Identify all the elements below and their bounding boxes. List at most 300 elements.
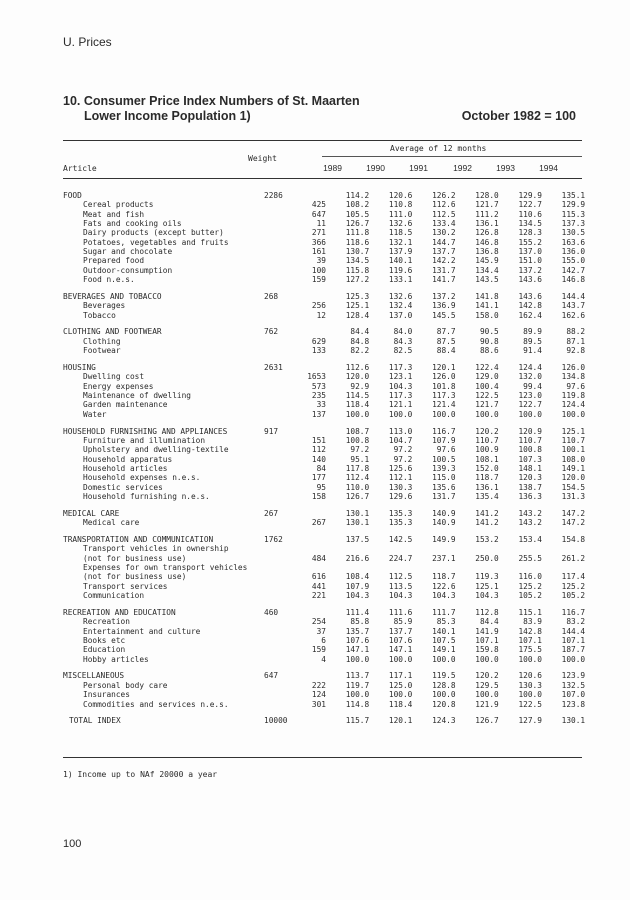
- value-cell-1989: 85.8: [350, 617, 370, 627]
- value-cell-1989: 134.5: [345, 256, 370, 266]
- value-cell-1994: 146.8: [561, 275, 586, 285]
- weight-cell: 460: [264, 607, 279, 617]
- weight-cell: 112: [311, 445, 326, 455]
- value-cell-1991: 137.7: [432, 247, 456, 257]
- value-cell-1992: 108.1: [475, 454, 499, 464]
- group-row: [63, 327, 585, 336]
- group-row: [63, 292, 585, 301]
- value-cell-1989: 92.9: [350, 381, 370, 391]
- value-cell-1992: 159.8: [475, 645, 499, 655]
- table-row: [63, 400, 585, 409]
- value-cell-1994: 136.0: [561, 247, 586, 257]
- value-cell-1989: 111.8: [345, 228, 370, 238]
- value-cell-1990: 140.1: [388, 256, 413, 266]
- weight-cell: 11: [316, 219, 326, 229]
- value-cell-1994: 129.9: [561, 200, 586, 210]
- weight-cell: 441: [311, 581, 326, 591]
- weight-cell: 161: [311, 247, 326, 257]
- weight-cell: 84: [316, 463, 326, 473]
- value-cell-1990: [369, 563, 412, 572]
- header-bottom-rule: [63, 178, 582, 179]
- value-cell-1990: 113.5: [388, 581, 413, 591]
- weight-cell: 629: [311, 336, 326, 346]
- value-cell-1992: 129.5: [475, 680, 499, 690]
- table-row: [63, 228, 585, 237]
- value-cell-1993: 137.2: [518, 265, 542, 275]
- footnote: 1) Income up to NAf 20000 a year: [63, 770, 218, 779]
- weight-cell: 12: [316, 310, 326, 320]
- value-cell-1991: 116.7: [432, 426, 456, 436]
- value-cell-1989: 137.5: [345, 535, 370, 544]
- value-cell-1989: 126.7: [345, 219, 370, 229]
- value-cell-1989: 118.6: [345, 237, 370, 247]
- article-cell: Meat and fish: [83, 209, 145, 219]
- article-cell: Commodities and services n.e.s.: [83, 699, 229, 709]
- value-cell-1989: 95.1: [350, 454, 370, 464]
- value-cell-1993: 122.5: [518, 699, 542, 709]
- article-cell: Food n.e.s.: [83, 275, 135, 285]
- value-cell-1992: 145.9: [475, 256, 499, 266]
- value-cell-1991: 131.7: [432, 491, 456, 501]
- value-cell-1993: 148.1: [518, 463, 542, 473]
- value-cell-1993: 110.7: [518, 435, 542, 445]
- article-cell: Household apparatus: [83, 454, 173, 464]
- value-cell-1993: 107.3: [518, 454, 542, 464]
- value-cell-1990: 135.3: [388, 508, 413, 518]
- row-spacer: [63, 356, 585, 364]
- table-row: [63, 391, 585, 400]
- value-cell-1992: 104.3: [475, 591, 499, 601]
- article-cell: Water: [83, 409, 107, 419]
- value-cell-1993: 107.1: [518, 635, 542, 645]
- table-row: [63, 238, 585, 247]
- group-row: [63, 363, 585, 372]
- value-cell-1992: 136.1: [475, 482, 499, 492]
- article-cell: CLOTHING AND FOOTWEAR: [63, 327, 162, 337]
- value-cell-1994: 131.3: [561, 491, 586, 501]
- value-cell-1990: 118.4: [388, 699, 413, 709]
- article-cell: BEVERAGES AND TOBACCO: [63, 291, 162, 301]
- table-row: [63, 544, 585, 553]
- weight-cell: 39: [316, 256, 326, 266]
- value-cell-1991: 87.5: [436, 336, 456, 346]
- value-cell-1989: 120.0: [345, 372, 370, 382]
- page-number: 100: [63, 838, 82, 850]
- weight-cell: 254: [311, 617, 326, 627]
- article-cell: Prepared food: [83, 256, 145, 266]
- weight-cell: 151: [311, 435, 326, 445]
- value-cell-1991: [412, 563, 455, 572]
- value-cell-1990: 130.3: [388, 482, 413, 492]
- value-cell-1994: 149.1: [561, 463, 586, 473]
- table-row: [63, 518, 585, 527]
- article-cell: MEDICAL CARE: [63, 508, 120, 518]
- value-cell-1989: 114.8: [345, 699, 370, 709]
- value-cell-1992: 121.7: [475, 400, 499, 410]
- value-cell-1993: 89.9: [523, 327, 542, 337]
- value-cell-1993: 137.0: [518, 247, 542, 257]
- table-row: [63, 301, 585, 310]
- article-cell: Footwear: [83, 346, 121, 356]
- table-row: [63, 210, 585, 219]
- value-cell-1989: 108.4: [345, 572, 370, 582]
- value-cell-1991: 126.2: [432, 191, 456, 200]
- value-cell-1993: 120.6: [518, 671, 542, 681]
- value-cell-1991: 142.2: [432, 256, 456, 266]
- value-cell-1993: 110.6: [518, 209, 542, 219]
- value-cell-1991: 100.0: [432, 654, 456, 664]
- value-cell-1990: 142.5: [388, 535, 413, 544]
- value-cell-1989: 82.2: [350, 346, 370, 356]
- value-cell-1992: 141.1: [475, 301, 499, 311]
- value-cell-1991: 139.3: [432, 463, 456, 473]
- article-cell: Garden maintenance: [83, 400, 168, 410]
- article-cell: Sugar and chocolate: [83, 247, 173, 257]
- table-row: [63, 219, 585, 228]
- value-cell-1990: 100.0: [388, 690, 413, 700]
- value-cell-1992: 136.1: [475, 219, 499, 229]
- value-cell-1993: 136.3: [518, 491, 542, 501]
- value-cell-1992: 141.2: [475, 518, 499, 528]
- article-cell: Communication: [83, 591, 145, 601]
- table-row: [63, 382, 585, 391]
- value-cell-1994: [542, 563, 585, 572]
- article-cell: Household expenses n.e.s.: [83, 473, 201, 483]
- value-cell-1990: 117.3: [388, 391, 413, 401]
- value-cell-1993: 143.2: [518, 518, 542, 528]
- weight-cell: [264, 544, 326, 553]
- value-cell-1990: 137.0: [388, 310, 413, 320]
- value-cell-1994: 123.9: [561, 671, 586, 681]
- value-cell-1989: 130.7: [345, 247, 370, 257]
- value-cell-1990: 132.1: [388, 237, 413, 247]
- value-cell-1990: 100.0: [388, 409, 413, 419]
- weight-cell: 762: [264, 327, 279, 337]
- value-cell-1994: 87.1: [566, 336, 586, 346]
- article-cell: Upholstery and dwelling-textile: [83, 445, 229, 455]
- value-cell-1990: 97.2: [393, 454, 413, 464]
- row-spacer: [63, 664, 585, 672]
- value-cell-1993: 142.8: [518, 626, 542, 636]
- value-cell-1990: 120.1: [388, 716, 413, 726]
- value-cell-1992: 122.5: [475, 391, 499, 401]
- article-cell: Dwelling cost: [83, 372, 145, 382]
- table-row: [63, 275, 585, 284]
- value-cell-1994: 117.4: [561, 572, 586, 582]
- value-cell-1991: 115.0: [432, 473, 456, 483]
- value-cell-1993: 105.2: [518, 591, 542, 601]
- value-cell-1991: 112.6: [432, 200, 456, 210]
- year-header-1992: 1992: [453, 163, 472, 173]
- table-row: [63, 311, 585, 320]
- value-cell-1991: 100.5: [432, 454, 456, 464]
- weight-cell: 425: [311, 200, 326, 210]
- weight-cell: 124: [311, 690, 326, 700]
- value-cell-1992: 126.8: [475, 228, 499, 238]
- value-cell-1989: 125.1: [345, 301, 370, 311]
- value-cell-1994: 187.7: [561, 645, 586, 655]
- value-cell-1990: 111.6: [388, 607, 413, 617]
- value-cell-1994: 83.2: [566, 617, 586, 627]
- table-row: [63, 372, 585, 381]
- value-cell-1991: 97.6: [436, 445, 456, 455]
- value-cell-1989: 84.8: [350, 336, 370, 346]
- value-cell-1989: 127.2: [345, 275, 370, 285]
- value-cell-1991: 131.7: [432, 265, 456, 275]
- value-cell-1992: 100.0: [475, 690, 499, 700]
- value-cell-1994: 100.0: [561, 409, 586, 419]
- value-cell-1989: 135.7: [345, 626, 370, 636]
- value-cell-1991: 117.3: [432, 391, 456, 401]
- table-top-rule: [63, 140, 582, 141]
- value-cell-1990: 85.9: [393, 617, 413, 627]
- row-spacer: [63, 528, 585, 536]
- value-cell-1990: 129.6: [388, 491, 413, 501]
- weight-cell: 616: [311, 572, 326, 582]
- value-cell-1990: [369, 544, 412, 553]
- article-cell: Fats and cooking oils: [83, 219, 182, 229]
- value-cell-1992: 152.0: [475, 463, 499, 473]
- article-cell: Clothing: [83, 336, 121, 346]
- value-cell-1992: 128.0: [475, 191, 499, 200]
- weight-cell: 137: [311, 409, 326, 419]
- value-cell-1991: 87.7: [436, 327, 456, 337]
- table-row: [63, 645, 585, 654]
- table-row: [63, 563, 585, 572]
- value-cell-1989: 130.1: [345, 508, 370, 518]
- weight-cell: 301: [311, 699, 326, 709]
- table-row: [63, 247, 585, 256]
- value-cell-1992: 84.4: [479, 617, 499, 627]
- value-cell-1992: 110.7: [475, 435, 499, 445]
- value-cell-1993: 122.7: [518, 400, 542, 410]
- table-row: [63, 464, 585, 473]
- value-cell-1989: 114.2: [345, 191, 370, 200]
- value-cell-1991: 104.3: [432, 591, 456, 601]
- table-bottom-rule: [63, 757, 582, 758]
- value-cell-1994: 126.0: [561, 363, 586, 372]
- value-cell-1991: 120.1: [432, 363, 456, 372]
- article-cell: Medical care: [83, 518, 140, 528]
- value-cell-1992: [456, 563, 499, 572]
- value-cell-1992: 90.5: [479, 327, 499, 337]
- value-cell-1990: 84.3: [393, 336, 413, 346]
- value-cell-1989: 111.4: [345, 607, 370, 617]
- value-cell-1994: 97.6: [566, 381, 586, 391]
- value-cell-1991: 149.1: [432, 645, 456, 655]
- value-cell-1994: 261.2: [561, 553, 586, 563]
- value-cell-1990: 82.5: [393, 346, 413, 356]
- value-cell-1992: [456, 544, 499, 553]
- value-cell-1990: 107.6: [388, 635, 413, 645]
- value-cell-1994: 123.8: [561, 699, 586, 709]
- value-cell-1990: 147.1: [388, 645, 413, 655]
- value-cell-1994: 119.8: [561, 391, 586, 401]
- value-cell-1989: 84.4: [350, 327, 370, 337]
- table-row: [63, 445, 585, 454]
- weight-cell: 222: [311, 680, 326, 690]
- value-cell-1991: 140.9: [432, 508, 456, 518]
- weight-cell: 140: [311, 454, 326, 464]
- value-cell-1991: 135.6: [432, 482, 456, 492]
- value-cell-1992: 141.9: [475, 626, 499, 636]
- weight-cell: 267: [264, 508, 279, 518]
- weight-cell: 484: [311, 553, 326, 563]
- value-cell-1990: 224.7: [388, 553, 413, 563]
- value-cell-1993: 120.9: [518, 426, 542, 436]
- value-cell-1991: 130.2: [432, 228, 456, 238]
- value-cell-1993: 130.3: [518, 680, 542, 690]
- group-row: [63, 427, 585, 436]
- weight-cell: 1653: [307, 372, 326, 382]
- value-cell-1994: 147.2: [561, 508, 586, 518]
- weight-cell: 917: [264, 426, 279, 436]
- value-cell-1994: 155.0: [561, 256, 586, 266]
- value-cell-1989: 112.4: [345, 473, 370, 483]
- article-cell: Cereal products: [83, 200, 154, 210]
- weight-cell: 268: [264, 291, 279, 301]
- value-cell-1990: 117.3: [388, 363, 413, 372]
- article-cell: Energy expenses: [83, 381, 154, 391]
- value-cell-1991: [412, 544, 455, 553]
- group-row: [63, 509, 585, 518]
- value-cell-1992: 250.0: [475, 553, 499, 563]
- value-cell-1993: 155.2: [518, 237, 542, 247]
- article-cell: Household articles: [83, 463, 168, 473]
- weight-cell: 573: [311, 381, 326, 391]
- value-cell-1993: 115.1: [518, 607, 542, 617]
- value-cell-1994: 125.2: [561, 581, 586, 591]
- value-cell-1994: 130.1: [561, 716, 586, 726]
- value-cell-1994: 130.5: [561, 228, 586, 238]
- weight-cell: 100: [311, 265, 326, 275]
- value-cell-1991: 119.5: [432, 671, 456, 681]
- value-cell-1991: 100.0: [432, 690, 456, 700]
- value-cell-1993: 175.5: [518, 645, 542, 655]
- article-cell: Domestic services: [83, 482, 163, 492]
- value-cell-1990: 135.3: [388, 518, 413, 528]
- value-cell-1994: 137.3: [561, 219, 586, 229]
- weight-cell: 4: [321, 654, 326, 664]
- value-cell-1990: 119.6: [388, 265, 413, 275]
- value-cell-1990: 113.0: [388, 426, 413, 436]
- table-row: [63, 337, 585, 346]
- value-cell-1991: 128.8: [432, 680, 456, 690]
- value-cell-1990: 112.5: [388, 572, 413, 582]
- value-cell-1993: 127.9: [518, 716, 542, 726]
- value-cell-1991: 101.8: [432, 381, 456, 391]
- value-cell-1989: 130.1: [345, 518, 370, 528]
- value-cell-1994: 100.1: [561, 445, 586, 455]
- value-cell-1994: [542, 544, 585, 553]
- weight-cell: 221: [311, 591, 326, 601]
- value-cell-1993: 124.4: [518, 363, 542, 372]
- value-cell-1992: 112.8: [475, 607, 499, 617]
- article-cell: FOOD: [63, 191, 82, 200]
- table-row: [63, 617, 585, 626]
- value-cell-1989: 107.6: [345, 635, 370, 645]
- row-spacer: [63, 600, 585, 608]
- year-header-1991: 1991: [409, 163, 428, 173]
- value-cell-1991: 100.0: [432, 409, 456, 419]
- value-cell-1991: 149.9: [432, 535, 456, 544]
- value-cell-1992: 129.0: [475, 372, 499, 382]
- table-row: [63, 690, 585, 699]
- value-cell-1993: 138.7: [518, 482, 542, 492]
- article-cell: Entertainment and culture: [83, 626, 201, 636]
- value-cell-1993: 123.0: [518, 391, 542, 401]
- value-cell-1994: 163.6: [561, 237, 586, 247]
- value-cell-1994: 107.0: [561, 690, 586, 700]
- year-header-1993: 1993: [496, 163, 515, 173]
- value-cell-1992: 107.1: [475, 635, 499, 645]
- article-cell: Outdoor-consumption: [83, 265, 173, 275]
- table-row: [63, 455, 585, 464]
- article-cell: Insurances: [83, 690, 130, 700]
- value-cell-1991: 126.0: [432, 372, 456, 382]
- value-cell-1990: 132.6: [388, 219, 413, 229]
- value-cell-1994: 108.0: [561, 454, 586, 464]
- value-cell-1993: 162.4: [518, 310, 542, 320]
- weight-cell: 256: [311, 301, 326, 311]
- value-cell-1989: 117.8: [345, 463, 370, 473]
- value-cell-1993: 143.6: [518, 291, 542, 301]
- article-cell: MISCELLANEOUS: [63, 671, 125, 681]
- table-row: [63, 346, 585, 355]
- article-cell: Transport services: [83, 581, 168, 591]
- value-cell-1992: 141.2: [475, 508, 499, 518]
- value-cell-1994: 115.3: [561, 209, 586, 219]
- article-cell: Recreation: [83, 617, 130, 627]
- value-cell-1994: 105.2: [561, 591, 586, 601]
- value-cell-1990: 117.1: [388, 671, 413, 681]
- value-cell-1994: 88.2: [566, 327, 586, 337]
- weight-cell: 267: [311, 518, 326, 528]
- weight-cell: 271: [311, 228, 326, 238]
- year-header-1994: 1994: [539, 163, 558, 173]
- article-cell: Furniture and illumination: [83, 435, 206, 445]
- article-cell: Tobacco: [83, 310, 116, 320]
- value-cell-1989: 112.6: [345, 363, 370, 372]
- value-cell-1992: 158.0: [475, 310, 499, 320]
- value-cell-1989: 115.7: [345, 716, 370, 726]
- value-cell-1994: 162.6: [561, 310, 586, 320]
- value-cell-1990: 100.0: [388, 654, 413, 664]
- value-cell-1993: 100.8: [518, 445, 542, 455]
- value-cell-1990: 111.0: [388, 209, 413, 219]
- article-cell: Expenses for own transport vehicles: [83, 563, 248, 573]
- weight-cell: 647: [264, 671, 279, 681]
- value-cell-1990: 118.5: [388, 228, 413, 238]
- value-cell-1991: 88.4: [436, 346, 456, 356]
- value-cell-1989: 147.1: [345, 645, 370, 655]
- weight-cell: 2631: [264, 363, 283, 372]
- value-cell-1994: 125.1: [561, 426, 586, 436]
- year-header-1989: 1989: [323, 163, 342, 173]
- value-cell-1989: 107.9: [345, 581, 370, 591]
- table-title-line1: 10. Consumer Price Index Numbers of St. Maarten: [63, 94, 360, 108]
- value-cell-1989: 105.5: [345, 209, 370, 219]
- weight-cell: 1762: [264, 535, 283, 544]
- value-cell-1992: 122.4: [475, 363, 499, 372]
- value-cell-1989: 100.8: [345, 435, 370, 445]
- value-cell-1989: 115.8: [345, 265, 370, 275]
- value-cell-1989: [326, 544, 369, 553]
- value-cell-1994: 110.7: [561, 435, 586, 445]
- value-cell-1990: 112.1: [388, 473, 413, 483]
- value-cell-1993: 142.8: [518, 301, 542, 311]
- table-row: [63, 483, 585, 492]
